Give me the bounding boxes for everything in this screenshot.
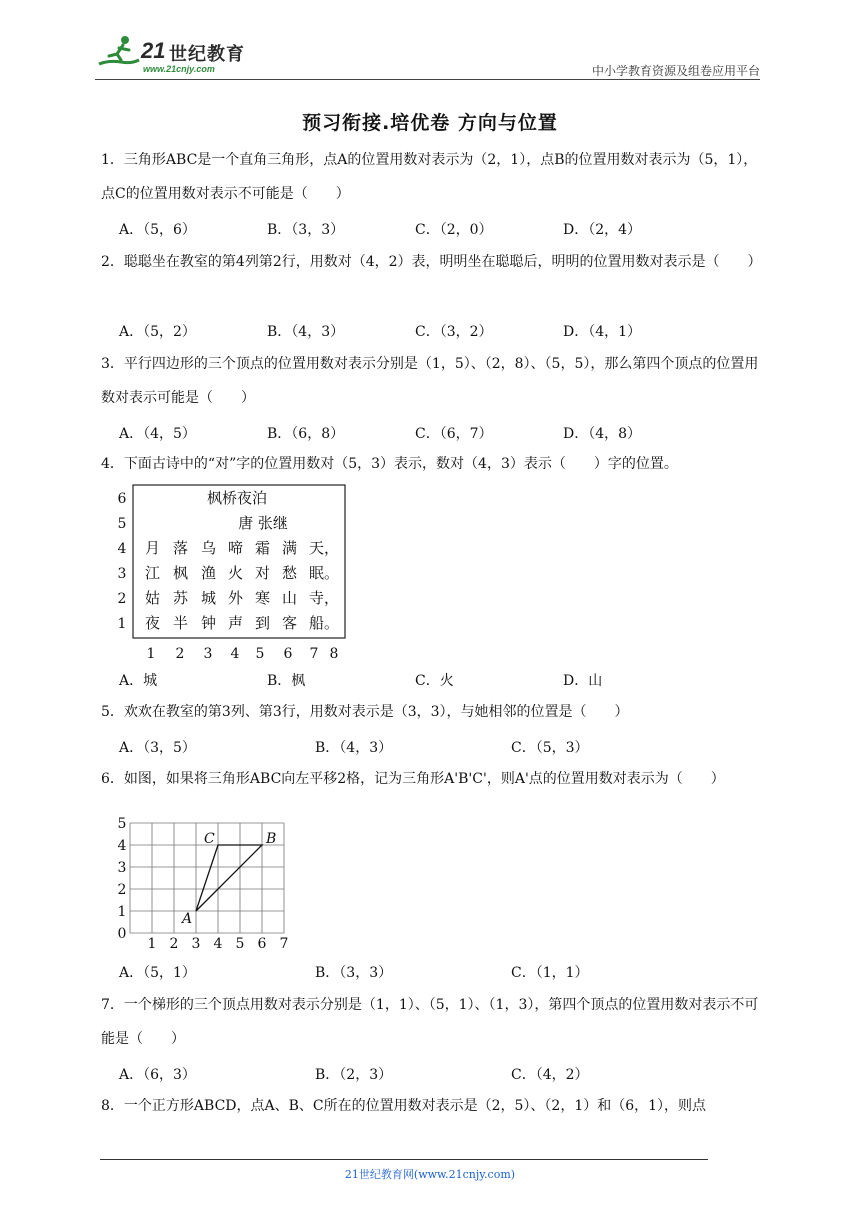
point-label-b: B <box>266 831 277 847</box>
option-a[interactable]: A．（3，5） <box>119 740 196 756</box>
grid-x-label: 2 <box>169 936 179 952</box>
poem-x-label: 8 <box>329 646 339 662</box>
coordinate-grid-figure <box>112 800 302 955</box>
poem-character: 火 <box>228 564 244 582</box>
logo-url: www.21cnjy.com <box>143 64 215 74</box>
option-c[interactable]: C．火 <box>415 673 454 689</box>
triangle-abc <box>196 845 262 911</box>
option-a[interactable]: A．（6，3） <box>119 1067 196 1083</box>
poem-title: 枫桥夜泊 <box>206 489 268 507</box>
poem-character: 船。 <box>309 614 340 632</box>
option-a[interactable]: A．（5，1） <box>119 965 196 981</box>
grid-x-label: 7 <box>279 936 289 952</box>
grid-x-label: 5 <box>235 936 245 952</box>
poem-y-label: 6 <box>117 491 127 507</box>
grid-y-label: 0 <box>117 926 127 942</box>
option-b[interactable]: B．（4，3） <box>315 740 393 756</box>
poem-y-label: 5 <box>117 516 127 532</box>
footer-divider <box>100 1159 708 1160</box>
grid-x-label: 6 <box>257 936 267 952</box>
poem-x-label: 4 <box>230 646 240 662</box>
option-b[interactable]: B．（6，8） <box>267 426 345 442</box>
poem-character: 钟 <box>201 614 217 632</box>
poem-character: 到 <box>255 614 271 632</box>
question-6: 6．如图，如果将三角形ABC向左平移2格，记为三角形A'B'C'，则A'点的位置用数对表示为（ ） <box>101 771 725 787</box>
option-d[interactable]: D．（4，8） <box>563 426 642 442</box>
poem-character: 山 <box>282 589 298 607</box>
option-b[interactable]: B．（4，3） <box>267 324 345 340</box>
page-header <box>95 28 760 80</box>
option-c[interactable]: C．（2，0） <box>415 222 493 238</box>
poem-character: 姑 <box>145 589 161 607</box>
option-c[interactable]: C．（5，3） <box>511 740 589 756</box>
grid-y-label: 1 <box>117 904 127 920</box>
poem-character: 江 <box>145 564 161 582</box>
poem-character: 啼 <box>228 539 244 557</box>
option-d[interactable]: D．山 <box>563 673 603 689</box>
logo <box>95 28 265 80</box>
poem-character: 渔 <box>201 564 217 582</box>
poem-character: 落 <box>173 539 189 557</box>
poem-character: 半 <box>173 614 189 632</box>
question-5: 5．欢欢在教室的第3列、第3行，用数对表示是（3，3），与她相邻的位置是（ ） <box>101 704 629 720</box>
option-c[interactable]: C．（4，2） <box>511 1067 589 1083</box>
option-a[interactable]: A．（5，6） <box>119 222 196 238</box>
option-b[interactable]: B．（3，3） <box>267 222 345 238</box>
option-d[interactable]: D．（4，1） <box>563 324 642 340</box>
poem-y-label: 2 <box>117 591 127 607</box>
poem-character: 眠。 <box>309 564 340 582</box>
option-d[interactable]: D．（2，4） <box>563 222 642 238</box>
poem-character: 乌 <box>201 539 217 557</box>
grid-y-label: 5 <box>117 816 127 832</box>
question-1: 1．三角形ABC是一个直角三角形，点A的位置用数对表示为（2，1），点B的位置用数对表示为（5，1），点C的位置用数对表示不可能是（ ） <box>101 152 758 202</box>
poem-x-label: 7 <box>309 646 319 662</box>
question-7: 7．一个梯形的三个顶点用数对表示分别是（1，1）、（5，1）、（1，3），第四个顶点的位置用数对表示不可能是（ ） <box>101 997 759 1047</box>
grid-x-label: 1 <box>147 936 157 952</box>
option-c[interactable]: C．（6，7） <box>415 426 493 442</box>
poem-character: 满 <box>282 539 298 557</box>
poem-character: 夜 <box>145 614 161 632</box>
question-4: 4．下面古诗中的“对”字的位置用数对（5，3）表示，数对（4，3）表示（ ）字的位置。 <box>101 456 678 472</box>
grid-x-label: 4 <box>213 936 223 952</box>
option-b[interactable]: B．枫 <box>267 673 306 689</box>
poem-character: 枫 <box>173 564 189 582</box>
platform-name: 中小学教育资源及组卷应用平台 <box>591 64 760 78</box>
option-a[interactable]: A．城 <box>119 673 158 689</box>
poem-character: 霜 <box>255 539 271 557</box>
option-c[interactable]: C．（1，1） <box>511 965 589 981</box>
point-label-c: C <box>204 831 215 847</box>
poem-character: 对 <box>255 564 271 582</box>
option-c[interactable]: C．（3，2） <box>415 324 493 340</box>
option-b[interactable]: B．（2，3） <box>315 1067 393 1083</box>
poem-figure <box>110 482 350 664</box>
poem-character: 外 <box>228 589 244 607</box>
header-divider <box>95 79 760 80</box>
poem-x-label: 3 <box>203 646 213 662</box>
grid-y-label: 2 <box>117 882 127 898</box>
poem-character: 寒 <box>255 589 271 607</box>
poem-character: 客 <box>282 614 298 632</box>
question-3: 3．平行四边形的三个顶点的位置用数对表示分别是（1，5）、（2，8）、（5，5），那么第四个顶点的位置用数对表示可能是（ ） <box>101 356 759 406</box>
poem-x-label: 5 <box>255 646 265 662</box>
grid-y-label: 4 <box>117 838 127 854</box>
poem-character: 寺， <box>309 589 340 607</box>
poem-character: 声 <box>228 614 244 632</box>
poem-character: 苏 <box>173 589 189 607</box>
poem-y-label: 1 <box>117 616 127 632</box>
footer-text: 21世纪教育网(www.21cnjy.com) <box>344 1168 516 1181</box>
option-b[interactable]: B．（3，3） <box>315 965 393 981</box>
runner-logo-icon <box>95 34 141 72</box>
poem-character: 城 <box>201 589 217 607</box>
poem-x-label: 1 <box>146 646 156 662</box>
poem-x-label: 2 <box>175 646 185 662</box>
grid-y-label: 3 <box>117 860 127 876</box>
poem-character: 愁 <box>282 564 298 582</box>
grid-x-label: 3 <box>191 936 201 952</box>
poem-y-label: 3 <box>117 566 127 582</box>
poem-character: 天， <box>309 539 340 557</box>
poem-author: 唐 张继 <box>238 514 288 532</box>
question-2: 2．聪聪坐在教室的第4列第2行，用数对（4，2）表，明明坐在聪聪后，明明的位置用数对表示是（ ） <box>101 254 762 270</box>
option-a[interactable]: A．（5，2） <box>119 324 196 340</box>
question-8: 8．一个正方形ABCD，点A、B、C所在的位置用数对表示是（2，5）、（2，1）和（6，1），则点 <box>101 1098 707 1114</box>
page-title: 预习衔接.培优卷 方向与位置 <box>302 112 558 134</box>
point-label-a: A <box>182 911 193 927</box>
poem-x-label: 6 <box>283 646 293 662</box>
logo-number: 21 <box>141 38 166 63</box>
logo-text: 世纪教育 <box>169 44 245 65</box>
option-a[interactable]: A．（4，5） <box>119 426 196 442</box>
poem-y-label: 4 <box>117 541 127 557</box>
poem-character: 月 <box>145 539 161 557</box>
